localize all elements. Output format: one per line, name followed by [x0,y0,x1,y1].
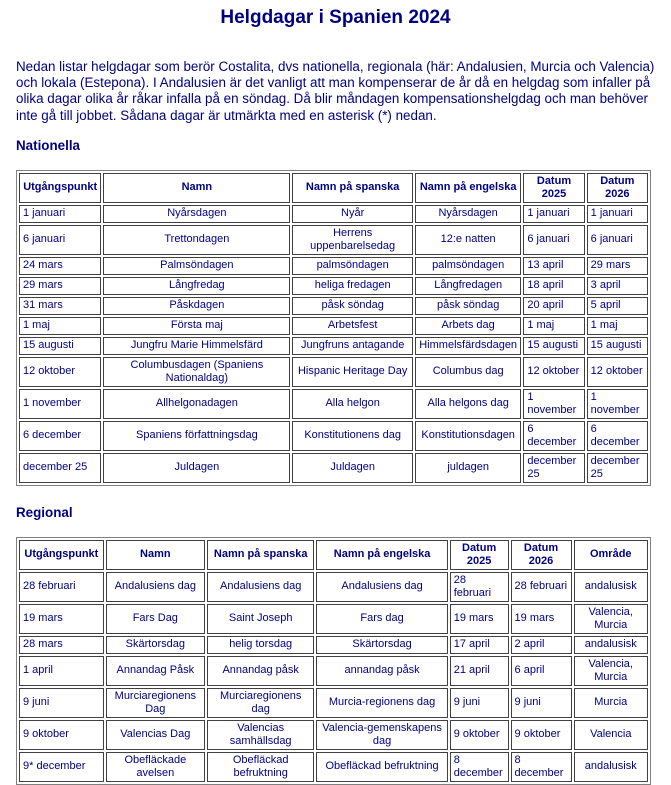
table-row [19,389,648,419]
table-cell: 1 januari [587,205,648,223]
table-cell: 9 oktober [19,720,104,750]
table-cell: 9 juni [450,688,509,718]
table-cell: Annandag Påsk [106,656,205,686]
regional-holidays-table [16,537,651,785]
table-cell: 1 november [523,389,584,419]
column-header: Namn [103,173,290,203]
table-cell: Murcia [574,688,648,718]
table-cell: 1 november [19,389,101,419]
table-cell: 18 april [523,277,584,295]
table-cell: 8 december [511,752,572,782]
table-cell: Fars dag [316,604,447,634]
table-cell: Nyår [292,205,413,223]
table-cell: 1 maj [19,317,101,335]
table-cell: Trettondagen [103,225,290,255]
table-cell: 9 juni [511,688,572,718]
table-cell: 21 april [450,656,509,686]
column-header: Namn på spanska [292,173,413,203]
table-cell: 1 januari [523,205,584,223]
table-cell: 15 augusti [587,337,648,355]
table-cell: Andalusiens dag [207,572,315,602]
table-cell: 19 mars [511,604,572,634]
table-cell: 6 april [511,656,572,686]
table-cell: heliga fredagen [292,277,413,295]
table-cell: Annandag påsk [207,656,315,686]
table-row [19,453,648,483]
table-row [19,421,648,451]
table-cell: Valencia-gemenskapens dag [316,720,447,750]
table-cell: 28 mars [19,636,104,654]
table-cell: Obefläckad befruktning [207,752,315,782]
table-cell: 19 mars [450,604,509,634]
table-cell: palmsöndagen [292,257,413,275]
table-cell: 12:e natten [415,225,521,255]
table-cell: Palmsöndagen [103,257,290,275]
page-title: Helgdagar i Spanien 2024 [220,7,451,28]
table-header-row [19,540,648,570]
table-cell: 6 december [523,421,584,451]
intro-paragraph: Nedan listar helgdagar som berör Costalita, dvs nationella, regionala (här: Andalusien, Murcia och Valencia) och lokala (Estepona). I Andalusien är det vanligt att man kompenserar de år då en helgdag som infaller på olika dagar olika år råkar infalla på en söndag. Då blir måndagen kompensationshelgdag och man behöver inte gå till jobbet. Sådana dagar är utmärkta med en asterisk (*) nedan. [16,59,655,123]
table-cell: andalusisk [574,636,648,654]
table-cell: Himmelsfärdsdagen [415,337,521,355]
table-cell: Valencia, Murcia [574,656,648,686]
table-row [19,357,648,387]
table-cell: 9* december [19,752,104,782]
table-cell: Spaniens författningsdag [103,421,290,451]
table-cell: påsk söndag [415,297,521,315]
table-cell: Andalusiens dag [106,572,205,602]
column-header: Datum 2026 [587,173,648,203]
table-cell: Juldagen [103,453,290,483]
table-cell: 28 februari [511,572,572,602]
table-cell: Columbus dag [415,357,521,387]
table-row [19,752,648,782]
table-cell: 9 juni [19,688,104,718]
table-cell: Första maj [103,317,290,335]
table-header-row [19,173,648,203]
table-row [19,297,648,315]
table-cell: 9 oktober [450,720,509,750]
table-cell: Herrens uppenbarelsedag [292,225,413,255]
table-cell: Långfredagen [415,277,521,295]
table-cell: Arbetsfest [292,317,413,335]
table-row [19,225,648,255]
column-header: Datum 2025 [450,540,509,570]
table-cell: palmsöndagen [415,257,521,275]
table-cell: 3 april [587,277,648,295]
table-cell: 24 mars [19,257,101,275]
table-cell: 15 augusti [523,337,584,355]
table-cell: Skärtorsdag [316,636,447,654]
table-cell: Valencia, Murcia [574,604,648,634]
table-cell: Konstitutionsdagen [415,421,521,451]
table-cell: Columbusdagen (Spaniens Nationaldag) [103,357,290,387]
table-cell: december 25 [19,453,101,483]
table-cell: Jungfru Marie Himmelsfärd [103,337,290,355]
table-cell: 29 mars [19,277,101,295]
table-row [19,205,648,223]
table-row [19,656,648,686]
table-cell: 12 oktober [19,357,101,387]
table-cell: Skärtorsdag [106,636,205,654]
table-cell: 17 april [450,636,509,654]
table-row [19,720,648,750]
table-cell: 6 december [19,421,101,451]
table-cell: 31 mars [19,297,101,315]
table-cell: Alla helgons dag [415,389,521,419]
table-cell: 2 april [511,636,572,654]
table-row [19,257,648,275]
table-cell: 1 maj [587,317,648,335]
column-header: Område [574,540,648,570]
table-row [19,277,648,295]
table-cell: 6 januari [523,225,584,255]
table-cell: Obefläckade avelsen [106,752,205,782]
table-cell: Fars Dag [106,604,205,634]
table-row [19,317,648,335]
table-cell: 12 oktober [587,357,648,387]
column-header: Utgångspunkt [19,173,101,203]
table-cell: Jungfruns antagande [292,337,413,355]
table-cell: december 25 [523,453,584,483]
table-cell: 12 oktober [523,357,584,387]
table-cell: 8 december [450,752,509,782]
national-holidays-table [16,170,651,486]
column-header: Namn på engelska [415,173,521,203]
table-cell: 1 november [587,389,648,419]
table-cell: Valencia [574,720,648,750]
table-cell: 28 februari [19,572,104,602]
table-cell: Konstitutionens dag [292,421,413,451]
table-cell: 1 januari [19,205,101,223]
table-cell: 13 april [523,257,584,275]
column-header: Utgångspunkt [19,540,104,570]
table-row [19,604,648,634]
table-row [19,337,648,355]
column-header: Datum 2026 [511,540,572,570]
table-cell: Murcia-regionens dag [316,688,447,718]
table-cell: december 25 [587,453,648,483]
table-cell: Påskdagen [103,297,290,315]
column-header: Namn på spanska [207,540,315,570]
table-cell: Valencias Dag [106,720,205,750]
table-cell: Nyårsdagen [415,205,521,223]
table-row [19,636,648,654]
table-cell: Alla helgon [292,389,413,419]
column-header: Namn [106,540,205,570]
table-cell: Allhelgonadagen [103,389,290,419]
table-cell: Saint Joseph [207,604,315,634]
table-cell: Arbets dag [415,317,521,335]
table-cell: Murciaregionens dag [207,688,315,718]
table-cell: Andalusiens dag [316,572,447,602]
table-cell: påsk söndag [292,297,413,315]
table-cell: Obefläckad befruktning [316,752,447,782]
table-cell: 29 mars [587,257,648,275]
table-cell: 1 maj [523,317,584,335]
table-cell: 6 januari [19,225,101,255]
regional-heading: Regional [16,504,73,520]
table-cell: 19 mars [19,604,104,634]
table-cell: Valencias samhällsdag [207,720,315,750]
table-row [19,572,648,602]
table-cell: annandag påsk [316,656,447,686]
table-cell: Murciaregionens Dag [106,688,205,718]
table-cell: Hispanic Heritage Day [292,357,413,387]
table-cell: 15 augusti [19,337,101,355]
table-cell: Juldagen [292,453,413,483]
table-cell: 6 januari [587,225,648,255]
table-row [19,688,648,718]
column-header: Datum 2025 [523,173,584,203]
table-cell: 28 februari [450,572,509,602]
column-header: Namn på engelska [316,540,447,570]
table-cell: juldagen [415,453,521,483]
table-cell: Långfredag [103,277,290,295]
table-cell: 9 oktober [511,720,572,750]
table-cell: 20 april [523,297,584,315]
table-cell: andalusisk [574,752,648,782]
table-cell: helig torsdag [207,636,315,654]
table-cell: 1 april [19,656,104,686]
table-cell: 6 december [587,421,648,451]
national-heading: Nationella [16,137,80,153]
table-cell: andalusisk [574,572,648,602]
table-cell: 5 april [587,297,648,315]
table-cell: Nyårsdagen [103,205,290,223]
